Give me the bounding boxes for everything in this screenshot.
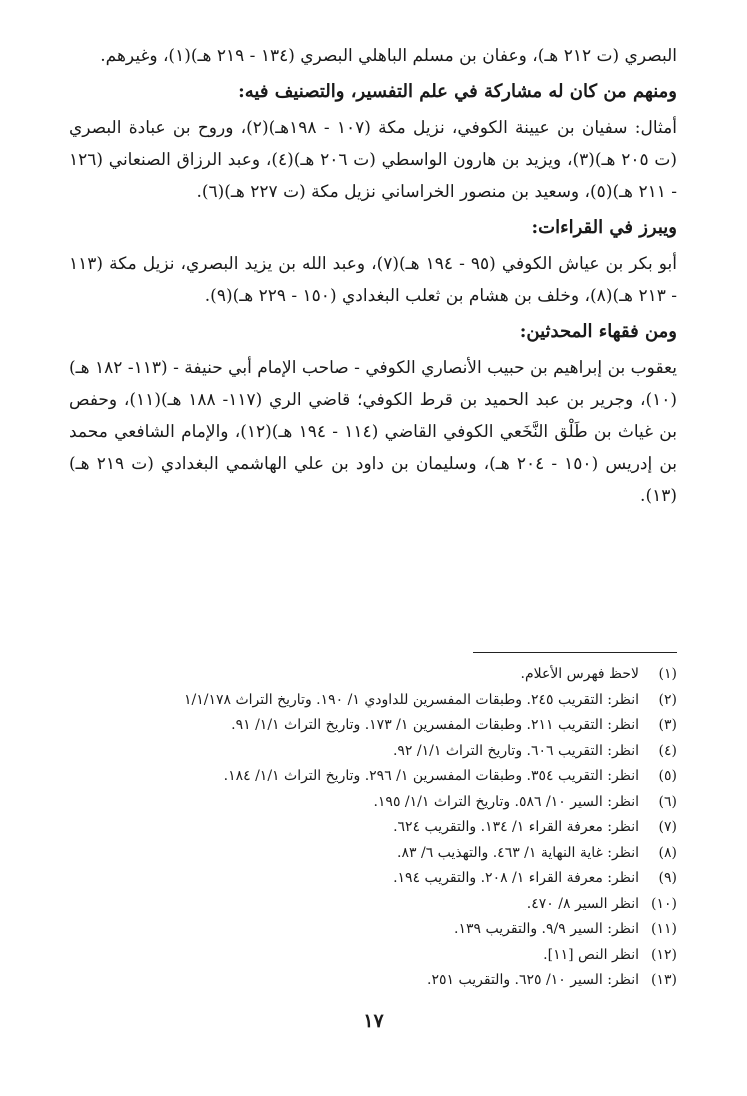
footnote-number: (٣) xyxy=(658,717,677,733)
footnote-text: انظر: غاية النهاية ١/ ٤٦٣. والتهذيب ٦/ ٨٣. xyxy=(397,844,639,861)
footnote-number: (٥) xyxy=(658,768,677,784)
paragraph-tafsir: أمثال: سفيان بن عيينة الكوفي، نزيل مكة (١٠٧ - ١٩٨هـ)(٢)، وروح بن عبادة البصري (ت ٢٠٥ هـ)(٣)، ويزيد بن هارون الواسطي (ت ٢٠٦ هـ)(٤)، وعبد الرزاق الصنعاني (١٢٦ - ٢١١ هـ)(٥)، وسعيد بن منصور الخراساني نزيل مكة (ت ٢٢٧ هـ)(٦). xyxy=(69,118,677,202)
paragraph-continuation: البصري (ت ٢١٢ هـ)، وعفان بن مسلم الباهلي البصري (١٣٤ - ٢١٩ هـ)(١)، وغيرهم. xyxy=(100,46,677,66)
footnote-text: انظر: التقريب ٦٠٦. وتاريخ التراث ١/١/ ٩٢. xyxy=(392,742,639,759)
footnote-text: انظر: التقريب ٢٤٥. وطبقات المفسرين للداودي ١/ ١٩٠. وتاريخ التراث ١/١/١٧٨ xyxy=(183,691,639,708)
footnote xyxy=(69,841,677,867)
footnote-number: (٦) xyxy=(658,793,677,810)
footnote xyxy=(69,688,677,714)
footnote-number: (١٢) xyxy=(651,946,677,963)
footnote-text: انظر: معرفة القراء ١/ ٢٠٨. والتقريب ١٩٤. xyxy=(393,870,639,886)
footnote xyxy=(69,662,677,688)
footnote xyxy=(69,943,677,969)
footnote-text: انظر النص [١١]. xyxy=(543,946,639,963)
heading-fuqaha: ومن فقهاء المحدثين: xyxy=(519,321,677,342)
heading-tafsir: ومنهم من كان له مشاركة في علم التفسير، والتصنيف فيه: xyxy=(238,81,677,102)
footnote-separator xyxy=(473,652,677,653)
footnote xyxy=(69,790,677,816)
footnote-text: انظر: التقريب ٢١١. وطبقات المفسرين ١/ ١٧٣. وتاريخ التراث ١/١/ ٩١. xyxy=(231,717,639,733)
footnote-text: انظر: السير ١٠/ ٦٢٥. والتقريب ٢٥١. xyxy=(427,972,639,988)
footnote-number: (١٣) xyxy=(651,972,677,988)
footnote-text: انظر: التقريب ٣٥٤. وطبقات المفسرين ١/ ٢٩٦. وتاريخ التراث ١/١/ ١٨٤. xyxy=(223,768,639,784)
footnote xyxy=(69,815,677,841)
footnote xyxy=(69,866,677,892)
main-text xyxy=(69,40,677,512)
footnote-text: انظر السير ٨/ ٤٧٠. xyxy=(526,895,639,912)
footnote xyxy=(69,917,677,943)
footnote xyxy=(69,892,677,918)
footnote xyxy=(69,739,677,765)
footnote-text: انظر: السير ٩/٩. والتقريب ١٣٩. xyxy=(454,921,639,937)
footnote-number: (٨) xyxy=(658,844,677,861)
footnote xyxy=(69,713,677,739)
footnote-text: انظر: معرفة القراء ١/ ١٣٤. والتقريب ٦٢٤. xyxy=(393,819,639,835)
page-number: ١٧ xyxy=(363,1010,384,1032)
footnote-number: (٤) xyxy=(658,742,677,759)
footnote-number: (١١) xyxy=(651,921,677,937)
footnotes-list xyxy=(69,662,677,994)
paragraph-qiraat: أبو بكر بن عياش الكوفي (٩٥ - ١٩٤ هـ)(٧)، وعبد الله بن يزيد البصري، نزيل مكة (١١٣ - ٢١٣ هـ)(٨)، وخلف بن هشام بن ثعلب البغدادي (١٥٠ - ٢٢٩ هـ)(٩). xyxy=(69,254,677,306)
footnote-number: (٩) xyxy=(658,870,677,886)
footnote-number: (٢) xyxy=(658,691,677,708)
heading-qiraat: ويبرز في القراءات: xyxy=(531,217,677,238)
footnote-number: (١) xyxy=(658,666,677,682)
paragraph-fuqaha: يعقوب بن إبراهيم بن حبيب الأنصاري الكوفي - صاحب الإمام أبي حنيفة - (١١٣- ١٨٢ هـ)(١٠)، وجرير بن عبد الحميد بن قرط الكوفي؛ قاضي الري (١١٧- ١٨٨ هـ)(١١)، وحفص بن غياث بن طَلْق النَّخَعي الكوفي القاضي (١١٤ - ١٩٤ هـ)(١٢)، والإمام الشافعي محمد بن إدريس (١٥٠ - ٢٠٤ هـ)، وسليمان بن داود بن علي الهاشمي البغدادي (ت ٢١٩ هـ)(١٣). xyxy=(69,358,677,506)
footnote xyxy=(69,968,677,994)
footnote-text: انظر: السير ١٠/ ٥٨٦. وتاريخ التراث ١/١/ ١٩٥. xyxy=(373,793,639,810)
footnote-number: (١٠) xyxy=(651,895,677,912)
footnote-number: (٧) xyxy=(658,819,677,835)
footnote-text: لاحظ فهرس الأعلام. xyxy=(520,666,639,682)
footnote xyxy=(69,764,677,790)
